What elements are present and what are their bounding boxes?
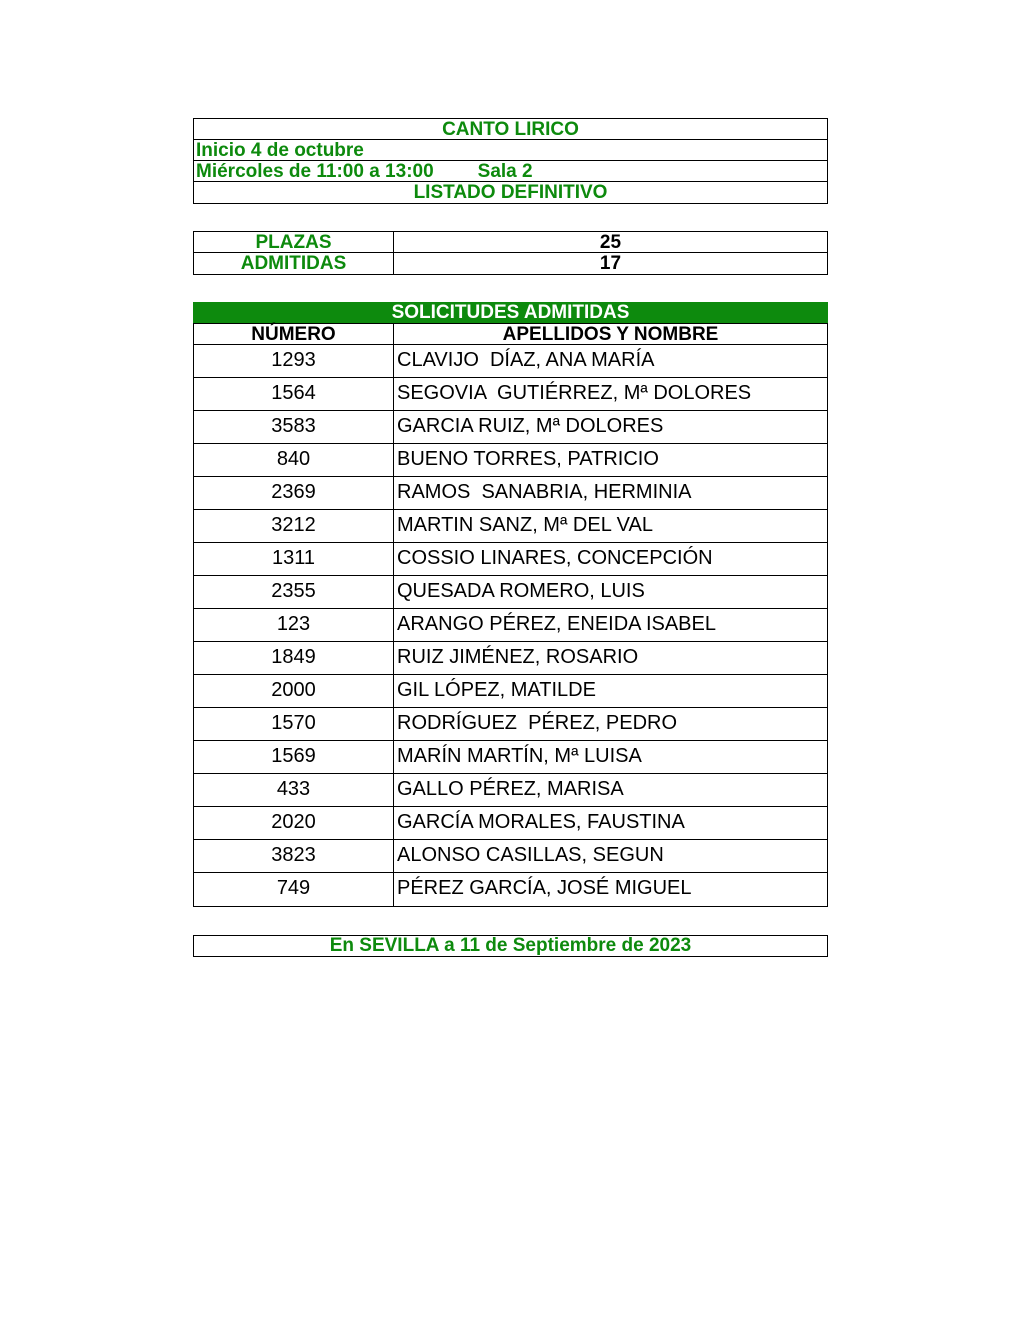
table-row <box>194 807 827 840</box>
table-row <box>194 774 827 807</box>
course-schedule-row <box>194 161 827 182</box>
row-numero: 433 <box>194 774 394 806</box>
row-numero: 123 <box>194 609 394 641</box>
row-nombre: GALLO PÉREZ, MARISA <box>397 778 624 800</box>
course-room: Sala 2 <box>477 161 533 182</box>
row-nombre: GARCIA RUIZ, Mª DOLORES <box>397 415 664 437</box>
row-numero: 1311 <box>194 543 394 575</box>
row-nombre: CLAVIJO DÍAZ, ANA MARÍA <box>397 349 655 371</box>
row-nombre: RUIZ JIMÉNEZ, ROSARIO <box>397 646 639 668</box>
table-row <box>194 345 827 378</box>
row-nombre: COSSIO LINARES, CONCEPCIÓN <box>397 547 713 569</box>
table-row <box>194 741 827 774</box>
table-row <box>194 510 827 543</box>
row-nombre: RAMOS SANABRIA, HERMINIA <box>397 481 692 503</box>
table-row <box>194 543 827 576</box>
admitidas-row <box>194 253 827 274</box>
row-numero: 1293 <box>194 345 394 377</box>
table-row <box>194 675 827 708</box>
row-numero: 1569 <box>194 741 394 773</box>
row-numero: 3212 <box>194 510 394 542</box>
row-nombre: MARTIN SANZ, Mª DEL VAL <box>397 514 653 536</box>
row-numero: 3583 <box>194 411 394 443</box>
row-numero: 2000 <box>194 675 394 707</box>
plazas-value: 25 <box>599 232 622 253</box>
row-nombre: GARCÍA MORALES, FAUSTINA <box>397 811 685 833</box>
row-nombre: BUENO TORRES, PATRICIO <box>397 448 659 470</box>
table-row <box>194 840 827 873</box>
table-row <box>194 576 827 609</box>
course-title: CANTO LIRICO <box>194 119 827 140</box>
table-row <box>194 708 827 741</box>
row-nombre: GIL LÓPEZ, MATILDE <box>397 679 596 701</box>
solicitudes-section <box>193 302 828 907</box>
row-nombre: QUESADA ROMERO, LUIS <box>397 580 645 602</box>
table-row <box>194 642 827 675</box>
row-numero: 749 <box>194 873 394 906</box>
course-schedule: Miércoles de 11:00 a 13:00 <box>196 161 434 182</box>
footer-date-place: En SEVILLA a 11 de Septiembre de 2023 <box>193 935 828 957</box>
table-row <box>194 378 827 411</box>
row-nombre: RODRÍGUEZ PÉREZ, PEDRO <box>397 712 678 734</box>
table-row <box>194 609 827 642</box>
plazas-label: PLAZAS <box>194 232 394 252</box>
plazas-summary <box>193 231 828 275</box>
row-nombre: SEGOVIA GUTIÉRREZ, Mª DOLORES <box>397 382 752 404</box>
row-numero: 1564 <box>194 378 394 410</box>
row-nombre: MARÍN MARTÍN, Mª LUISA <box>397 745 642 767</box>
row-numero: 840 <box>194 444 394 476</box>
row-numero: 2369 <box>194 477 394 509</box>
plazas-row <box>194 232 827 253</box>
row-numero: 2020 <box>194 807 394 839</box>
row-numero: 2355 <box>194 576 394 608</box>
table-body <box>194 345 827 906</box>
table-row <box>194 411 827 444</box>
course-start-date: Inicio 4 de octubre <box>194 140 827 161</box>
table-row <box>194 477 827 510</box>
table-row <box>194 444 827 477</box>
row-numero: 1849 <box>194 642 394 674</box>
table-row <box>194 873 827 906</box>
row-numero: 1570 <box>194 708 394 740</box>
table-header <box>194 323 827 345</box>
row-nombre: ALONSO CASILLAS, SEGUN <box>397 844 664 866</box>
course-header <box>193 118 828 204</box>
solicitudes-table <box>193 323 828 907</box>
row-numero: 3823 <box>194 840 394 872</box>
admitidas-value: 17 <box>599 253 622 274</box>
listado-title: LISTADO DEFINITIVO <box>413 182 608 203</box>
column-nombre: APELLIDOS Y NOMBRE <box>502 324 719 345</box>
row-nombre: PÉREZ GARCÍA, JOSÉ MIGUEL <box>397 877 692 899</box>
row-nombre: ARANGO PÉREZ, ENEIDA ISABEL <box>397 613 716 635</box>
admitidas-label: ADMITIDAS <box>194 253 394 274</box>
column-numero: NÚMERO <box>194 324 394 344</box>
solicitudes-title: SOLICITUDES ADMITIDAS <box>193 302 828 323</box>
